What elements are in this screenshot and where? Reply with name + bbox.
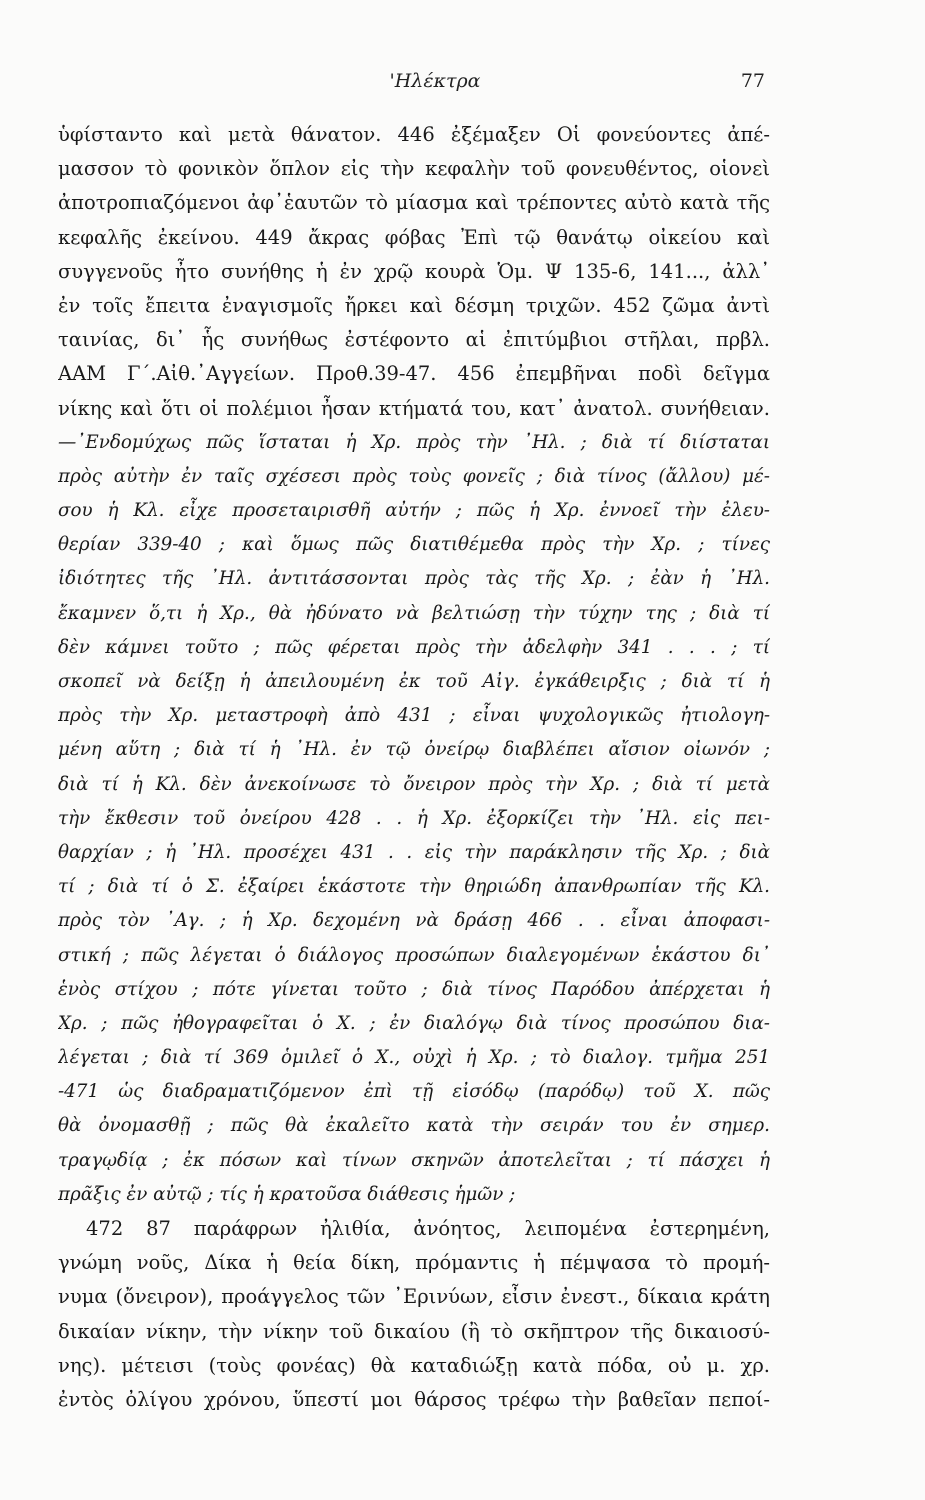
text-line: νης). μέτεισι (τοὺς φονέας) θὰ καταδιώξῃ κατὰ πόδα, οὐ μ. χρ. (58, 1353, 770, 1377)
text-line: μένη αὕτη ; διὰ τί ἡ ᾽Ηλ. ἐν τῷ ὀνείρῳ διαβλέπει αἴσιον οἰωνόν ; (58, 739, 770, 761)
text-line: —᾽Ενδομύχως πῶς ἵσταται ἡ Χρ. πρὸς τὴν ᾽Ηλ. ; διὰ τί διίσταται (58, 431, 770, 453)
text-line: νυμα (ὄνειρον), προάγγελος τῶν ᾽Ερινύων, εἶσιν ἐνεστ., δίκαια κράτη (58, 1285, 770, 1309)
text-line: συγγενοῦς ἦτο συνήθης ἡ ἐν χρῷ κουρὰ Ὁμ. Ψ 135-6, 141..., ἀλλ᾽ (58, 259, 770, 283)
text-line: -471 ὡς διαδραματιζόμενον ἐπὶ τῇ εἰσόδῳ (παρόδῳ) τοῦ Χ. πῶς (58, 1081, 770, 1103)
text-line: τὴν ἔκθεσιν τοῦ ὀνείρου 428 . . ἡ Χρ. ἐξορκίζει τὴν ᾽Ηλ. εἰς πει- (58, 807, 770, 829)
page-header (105, 70, 765, 100)
text-line: θαρχίαν ; ἡ ᾽Ηλ. προσέχει 431 . . εἰς τὴν παράκλησιν τῆς Χρ. ; διὰ (58, 841, 770, 863)
page-number: 77 (740, 70, 765, 92)
text-line: 472 87 παράφρων ἠλιθία, ἀνόητος, λειπομένα ἐστερημένη, (86, 1217, 770, 1240)
text-line: νίκης καὶ ὅτι οἱ πολέμιοι ἦσαν κτήματά του, κατ᾽ ἀνατολ. συνήθειαν. (58, 396, 770, 420)
text-line: σκοπεῖ νὰ δείξῃ ἡ ἀπειλουμένη ἐκ τοῦ Αἰγ. ἐγκάθειρξις ; διὰ τί ἡ (58, 671, 770, 692)
text-line: πρὸς τὴν Χρ. μεταστροφὴ ἀπὸ 431 ; εἶναι ψυχολογικῶς ἠτιολογη- (58, 705, 770, 727)
text-line: ὑφίσταντο καὶ μετὰ θάνατον. 446 ἐξέμαξεν Οἱ φονεύοντες ἀπέ- (58, 123, 770, 146)
text-line: τραγῳδίᾳ ; ἐκ πόσων καὶ τίνων σκηνῶν ἀποτελεῖται ; τί πάσχει ἡ (58, 1149, 770, 1171)
text-line: ἑνὸς στίχου ; πότε γίνεται τοῦτο ; διὰ τίνος Παρόδου ἀπέρχεται ἡ (58, 978, 770, 1000)
text-line: θερίαν 339-40 ; καὶ ὅμως πῶς διατιθέμεθα πρὸς τὴν Χρ. ; τίνες (58, 534, 770, 556)
text-line: διὰ τί ἡ Κλ. δὲν ἀνεκοίνωσε τὸ ὄνειρον πρὸς τὴν Χρ. ; διὰ τί μετὰ (58, 773, 770, 795)
text-line: γνώμη νοῦς, Δίκα ἡ θεία δίκη, πρόμαντις ἡ πέμψασα τὸ προμή- (58, 1251, 770, 1275)
text-line: τί ; διὰ τί ὁ Σ. ἐξαίρει ἑκάστοτε τὴν θηριώδη ἀπανθρωπίαν τῆς Κλ. (58, 876, 770, 898)
text-line: πρᾶξις ἐν αὐτῷ ; τίς ἡ κρατοῦσα διάθεσις ἡμῶν ; (58, 1183, 516, 1205)
text-line: σου ἡ Κλ. εἶχε προσεταιρισθῆ αὐτήν ; πῶς ἡ Χρ. ἐννοεῖ τὴν ἐλευ- (58, 500, 770, 522)
text-line: ταινίας, δι᾽ ἧς συνήθως ἐστέφοντο αἱ ἐπιτύμβιοι στῆλαι, πρβλ. (58, 328, 770, 352)
text-line: ΑΑΜ Γ΄.Αἰθ.᾽Αγγείων. Προθ.39-47. 456 ἐπεμβῆναι ποδὶ δεῖγμα (58, 362, 770, 386)
text-line: δικαίαν νίκην, τὴν νίκην τοῦ δικαίου (ἢ τὸ σκῆπτρον τῆς δικαιοσύ- (58, 1319, 770, 1343)
text-line: θὰ ὀνομασθῇ ; πῶς θὰ ἐκαλεῖτο κατὰ τὴν σειράν του ἐν σημερ. (58, 1115, 770, 1137)
text-line: ἀποτροπιαζόμενοι ἀφ᾽ἑαυτῶν τὸ μίασμα καὶ τρέποντες αὐτὸ κατὰ τῆς (58, 191, 770, 215)
text-line: δὲν κάμνει τοῦτο ; πῶς φέρεται πρὸς τὴν ἀδελφὴν 341 . . . ; τί (58, 636, 770, 658)
text-line: ἐντὸς ὀλίγου χρόνου, ὕπεστί μοι θάρσος τρέφω τὴν βαθεῖαν πεποί- (58, 1387, 770, 1411)
text-line: πρὸς τὸν ᾽Αγ. ; ἡ Χρ. δεχομένη νὰ δράσῃ 466 . . εἶναι ἀποφασι- (58, 910, 770, 932)
text-line: στική ; πῶς λέγεται ὁ διάλογος προσώπων διαλεγομένων ἑκάστου δι᾽ (58, 944, 770, 966)
text-line: ἔκαμνεν ὅ,τι ἡ Χρ., θὰ ἠδύνατο νὰ βελτιώσῃ τὴν τύχην της ; διὰ τί (58, 602, 770, 624)
text-line: πρὸς αὐτὴν ἐν ταῖς σχέσεσι πρὸς τοὺς φονεῖς ; διὰ τίνος (ἄλλου) μέ- (58, 465, 770, 487)
commentary-text (58, 118, 770, 1417)
text-line: λέγεται ; διὰ τί 369 ὁμιλεῖ ὁ Χ., οὐχὶ ἡ Χρ. ; τὸ διαλογ. τμῆμα 251 (58, 1047, 770, 1069)
running-title: 'Ηλέκτρα (389, 70, 481, 92)
text-line: Χρ. ; πῶς ἠθογραφεῖται ὁ Χ. ; ἐν διαλόγῳ διὰ τίνος προσώπου δια- (58, 1012, 770, 1034)
text-line: ἰδιότητες τῆς ᾽Ηλ. ἀντιτάσσονται πρὸς τὰς τῆς Χρ. ; ἐὰν ἡ ᾽Ηλ. (58, 568, 770, 590)
text-line: μασσον τὸ φονικὸν ὅπλον εἰς τὴν κεφαλὴν τοῦ φονευθέντος, οἱονεὶ (58, 157, 770, 181)
text-line: κεφαλῆς ἐκείνου. 449 ἄκρας φόβας Ἐπὶ τῷ θανάτῳ οἰκείου καὶ (58, 225, 770, 249)
text-line: ἐν τοῖς ἔπειτα ἐναγισμοῖς ἤρκει καὶ δέσμη τριχῶν. 452 ζῶμα ἀντὶ (58, 293, 770, 317)
